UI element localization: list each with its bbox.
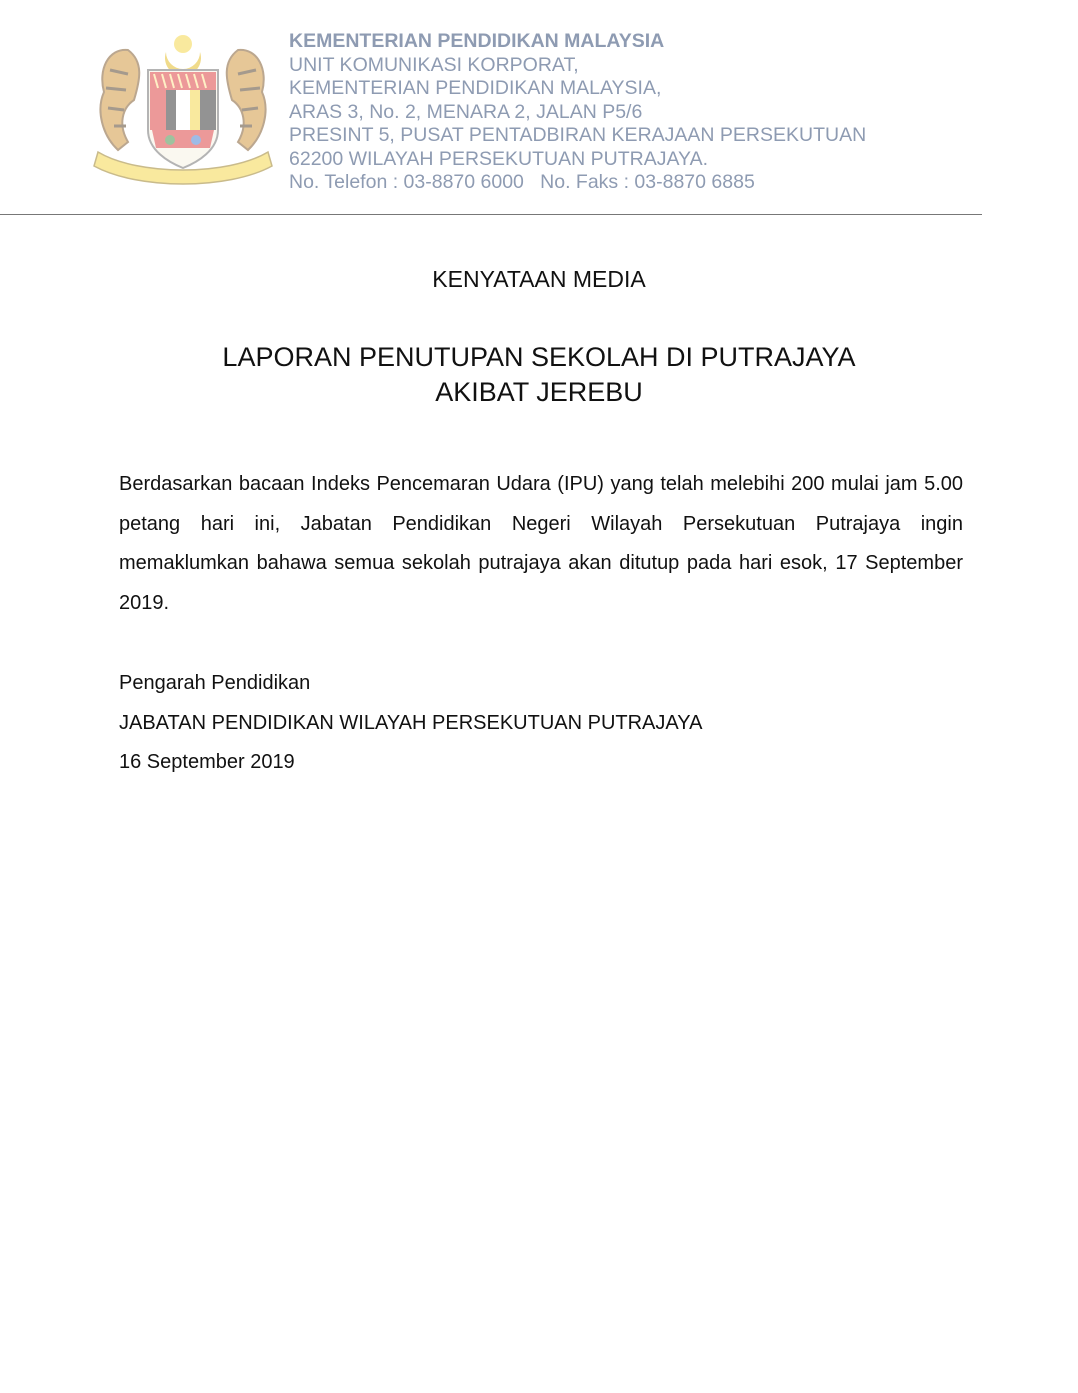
contact-line: No. Telefon : 03-8870 6000 No. Faks : 03-8870 6885 — [289, 171, 755, 193]
signatory-department: JABATAN PENDIDIKAN WILAYAH PERSEKUTUAN PUTRAJAYA — [119, 711, 703, 734]
letterhead-divider — [0, 214, 982, 215]
letterhead — [289, 30, 866, 195]
document-title — [0, 340, 1078, 410]
address-line: 62200 WILAYAH PERSEKUTUAN PUTRAJAYA. — [289, 147, 709, 170]
malaysia-coat-of-arms-icon — [88, 30, 278, 190]
signature-date: 16 September 2019 — [119, 751, 295, 773]
address-line: KEMENTERIAN PENDIDIKAN MALAYSIA, — [289, 77, 662, 99]
ministry-name: KEMENTERIAN PENDIDIKAN MALAYSIA — [289, 30, 665, 52]
signature-block — [119, 664, 702, 783]
signatory-position: Pengarah Pendidikan — [119, 672, 311, 694]
address-line: PRESINT 5, PUSAT PENTADBIRAN KERAJAAN PERSEKUTUAN — [289, 124, 867, 146]
address-line: ARAS 3, No. 2, MENARA 2, JALAN P5/6 — [289, 100, 643, 123]
address-line: UNIT KOMUNIKASI KORPORAT, — [289, 53, 579, 76]
body-paragraph: Berdasarkan bacaan Indeks Pencemaran Udara (IPU) yang telah melebihi 200 mulai jam 5.00 petang hari ini, Jabatan Pendidikan Negeri Wilayah Persekutuan Putrajaya ingin memaklumkan bahawa semua sekolah putrajaya akan ditutup pada hari esok, 17 September 2019. — [119, 473, 963, 614]
title-line: AKIBAT JEREBU — [435, 377, 643, 407]
document-heading: KENYATAAN MEDIA — [432, 266, 646, 292]
title-line: LAPORAN PENUTUPAN SEKOLAH DI PUTRAJAYA — [222, 342, 856, 372]
